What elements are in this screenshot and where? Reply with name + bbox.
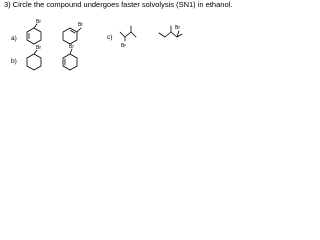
br-label: Br	[121, 43, 126, 49]
structure-a1[interactable]	[27, 19, 41, 44]
br-label: Br	[175, 25, 180, 31]
structure-a2[interactable]	[63, 22, 83, 44]
structure-c1[interactable]	[120, 26, 136, 49]
br-label: Br	[36, 45, 41, 51]
carbon-chain	[120, 32, 136, 37]
worksheet-page	[0, 0, 233, 78]
question-text: Circle the compound undergoes faster solvolysis (SN1) in ethanol.	[12, 0, 233, 9]
cyclohexene-ring	[63, 28, 77, 44]
cyclohexane-ring	[27, 54, 41, 70]
structure-b1[interactable]	[27, 45, 41, 70]
part-label-a: a)	[11, 35, 17, 42]
part-label-b: b)	[11, 58, 17, 65]
br-label: Br	[69, 44, 74, 50]
structure-b2[interactable]	[63, 44, 77, 70]
br-label: Br	[36, 19, 41, 25]
part-label-c: c)	[107, 34, 113, 41]
br-bond	[77, 28, 81, 32]
structures-canvas	[0, 0, 200, 78]
br-label: Br	[78, 22, 83, 28]
question-number: 3)	[4, 0, 11, 9]
structure-c2[interactable]	[159, 25, 182, 37]
